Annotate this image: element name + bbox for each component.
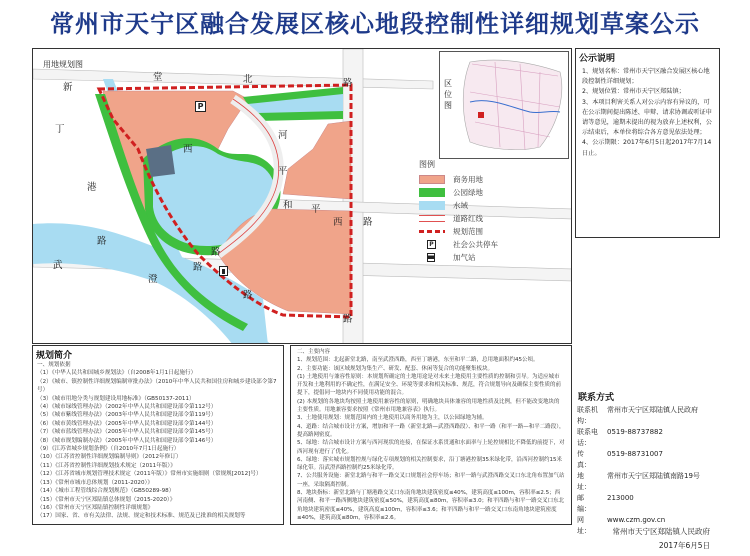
list-item: （12）《江苏省城市规划管理技术规定（2011年版）》常州市实施细则（常规规[2012]号）	[37, 471, 262, 478]
legend-swatch	[419, 188, 445, 197]
road-char: 路	[193, 262, 203, 273]
road-char: 新	[63, 82, 73, 93]
gas-station-icon	[219, 266, 228, 276]
list-item: 7、公共服务设施：新堂北路与和平一路交叉口规划社会停车场；和平一路与武澄西路交叉口东北角布置加气站一座，采取隔离控制。	[297, 473, 565, 488]
notice-header: 公示说明	[579, 54, 616, 64]
road-char: 平	[278, 166, 288, 177]
contact-key: 联系机构：	[577, 406, 598, 425]
contact-row	[577, 471, 718, 493]
list-item: （7）《城市蓝线管理办法》（2005年中华人民共和国建设部令第145号）	[37, 429, 217, 436]
road-char: 河	[278, 130, 288, 141]
list-item: 6、绿地：落实城市规划控规与绿化专项规划的相关控制要求，沿丁塘港控制35米绿化带，沿西河控制约15米绿化带。沿武澄西路控制约25米绿化带。	[297, 456, 562, 472]
list-item: （2）《城市、镇控制性详细规划编制审批办法》（2010年中华人民共和国住房和城乡建设部令第7号）	[37, 378, 277, 394]
contact-rows	[575, 405, 720, 537]
list-item: （15）《常州市天宁区郑陆镇总体规划（2015-2020）》	[37, 496, 176, 503]
contact-value: www.czm.gov.cn	[607, 516, 666, 524]
legend-label: 公园绿地	[453, 188, 483, 197]
list-item: （11）《江苏省控制性详细规划技术规定（2011年版）》	[37, 462, 176, 469]
legend-swatch	[419, 230, 445, 233]
road-char: 堂	[153, 72, 163, 83]
legend-label: 水域	[453, 201, 468, 210]
legend-label: 规划范围	[453, 227, 483, 236]
legend-label: 社会公共停车	[453, 240, 498, 249]
legend-item-parking	[419, 238, 559, 251]
legend-item-water	[419, 199, 559, 212]
list-item: （5）《城市紫线管理办法》（2003年中华人民共和国建设部令第119号）	[37, 412, 217, 419]
road-char: 路	[343, 78, 353, 89]
notice-body	[576, 66, 719, 159]
contact-value: 0519-88737882	[607, 428, 663, 436]
legend-item-gas	[419, 251, 559, 264]
legend-item-boundary	[419, 225, 559, 238]
contact-header: 联系方式	[578, 393, 615, 403]
contact-row	[577, 493, 718, 515]
contact-key: 网 址：	[577, 516, 598, 535]
road-char: 路	[97, 236, 107, 247]
legend-swatch	[419, 201, 445, 210]
main-content-panel	[290, 345, 572, 525]
main-header: 二、主要内容	[297, 349, 331, 355]
notice-item: 2、规划位置：常州市天宁区郑陆镇；	[582, 88, 685, 96]
road-char: 港	[87, 182, 97, 193]
road-char: 武	[53, 260, 63, 271]
list-item: 8、地块指标：新堂北路与丁塘港路交叉口东南角地块建筑密度≤40%，建筑高度≤100m，容积率≤2.5；西河南侧、和平一路西侧地块建筑密度≤50%，建筑高度≤80m，容积率≤3.0；和平四路与和平一路交叉口东北角地块建筑密度≤40%，建筑高度≤100m，容积率≤3.6；和平四路与和平一路交叉口东南角地块建筑密度≤40%，建筑高度≤80m，容积率≤2.6。	[297, 490, 565, 521]
list-item: 4、道路：结合城市设计方案，增加和平一路（新堂北路—武澄西路段）、和平一路（和平一路—和平二路段），提高路网密度。	[297, 423, 565, 438]
road-char: 和	[283, 200, 293, 211]
list-item: （13）《常州市城市总体规划（2011-2020）》	[37, 479, 153, 486]
list-item: （16）《常州市天宁区郑陆镇控制性详细规划》	[37, 504, 154, 511]
legend-item-park	[419, 186, 559, 199]
list-item: （8）《城市规划编制办法》（2005年中华人民共和国建设部令第146号）	[37, 437, 217, 444]
road-char: 路	[243, 290, 253, 301]
legend	[419, 159, 559, 264]
legend-item-road	[419, 212, 559, 225]
contact-row	[577, 405, 718, 427]
intro-panel	[32, 345, 284, 525]
parking-icon: P	[195, 101, 206, 112]
list-item: 3、土地使用规划：规划范围内的土地使用以商务用地为主，以公园绿地为辅。	[297, 415, 488, 422]
parking-icon: P	[427, 240, 436, 249]
road-char: 澄	[148, 274, 158, 285]
road-char: 路	[363, 217, 373, 228]
signature-date: 2017年6月5日	[658, 541, 710, 550]
list-item: 1、规划范围：北起新堂北路，南至武澄西路，西至丁塘港，东至和平二路，总用地面积约45公顷。	[297, 357, 539, 364]
list-item: （10）《江苏省控制性详细规划编制导则》（2012年修订）	[37, 454, 182, 461]
list-item: (1) 土地使用与兼容性原则：本规划所确定的土地用途是对未来土地使用主要性质的控制和引导。为适应城市开发和土地利用的不确定性，在满足安全、环境等要求和相关标准、规范，符合规划导向及确保主要性质的前提下，提倡同一地块内不同使用功能的混合。	[297, 373, 562, 397]
contact-row	[577, 427, 718, 449]
contact-value: 213000	[607, 494, 634, 502]
contact-key: 传 真：	[577, 450, 598, 469]
map-label: 用地规划图	[43, 60, 83, 69]
legend-title: 图例	[419, 160, 435, 169]
notice-item: 1、规划名称：常州市天宁区融合发展区核心地段控制性详细规划；	[582, 68, 710, 86]
road-char: 路	[343, 314, 353, 325]
contact-value: 常州市天宁区郑陆镇人民政府	[607, 406, 698, 414]
list-item: (2) 本规划的各地块均按照土地使用兼容性的原则，明确地块具体兼容的用地性质及比例，但不能改变地块的主要性质。用地兼容要求按照《常州市用地兼容表》执行。	[297, 398, 560, 414]
road-char: 北	[243, 74, 253, 85]
road-char: 西	[333, 217, 343, 228]
list-item: （14）《城市工程管线综合规划规范》（GB50289-98）	[37, 488, 175, 495]
list-item: （9）《江苏省城乡规划条例》（自2010年7月1日起施行）	[37, 446, 180, 453]
road-char: 平	[311, 204, 321, 215]
contact-key: 邮 编：	[577, 494, 598, 513]
contact-key: 联系电话：	[577, 428, 598, 447]
contact-panel	[575, 388, 720, 550]
page-title: 常州市天宁区融合发展区核心地段控制性详细规划草案公示	[50, 10, 700, 38]
location-map-drawing	[440, 52, 569, 159]
list-item: （6）《城市黄线管理办法》（2005年中华人民共和国建设部令第144号）	[37, 420, 217, 427]
road-char: 路	[211, 247, 221, 258]
contact-value: 常州市天宁区郑陆镇南路19号	[607, 472, 700, 480]
list-item: （1）《中华人民共和国城乡规划法》（自2008年1月1日起施行）	[37, 370, 197, 377]
list-item: （4）《城市绿线管理办法》（2002年中华人民共和国建设部令第112号）	[37, 404, 217, 411]
legend-label: 商务用地	[453, 175, 483, 184]
building-dark	[146, 145, 175, 177]
legend-label: 道路红线	[453, 214, 483, 223]
list-item: 5、绿地：结合城市设计方案与西河现状的连接，在保证水系贯通和水面率与上轮控规相比不降低的前提下，对西河现有进行了优化。	[297, 440, 565, 455]
signature-org: 常州市天宁区郑陆镇人民政府	[612, 527, 710, 536]
legend-label: 加气站	[453, 253, 476, 262]
notice-panel	[575, 48, 720, 238]
location-map	[439, 51, 569, 159]
legend-swatch	[419, 215, 445, 222]
road-char: 丁	[55, 124, 65, 135]
notice-item: 3、本项目利害关系人对公示内容有异议的，可在公示期间提出陈述、申辩、请求协调或听证申请等意见，逾期未提出的视为放弃上述权利，公示结束后，本单位将综合各方意见依法处理；	[582, 98, 712, 137]
legend-swatch	[419, 175, 445, 184]
legend-item-commercial	[419, 173, 559, 186]
notice-item: 4、公示期限：2017年6月5日起2017年7月14日止。	[582, 139, 712, 157]
intro-header: 规划简介	[36, 351, 73, 361]
gas-station-icon	[427, 253, 435, 262]
intro-list	[33, 361, 283, 521]
contact-value: 0519-88731007	[607, 450, 663, 458]
contact-row	[577, 449, 718, 471]
list-item: （3）《城市用地分类与规划建设用地标准》（GB50137-2011）	[37, 395, 195, 402]
road-char: 西	[183, 144, 193, 155]
location-map-label: 区位图	[444, 79, 452, 110]
contact-key: 地 址：	[577, 472, 598, 491]
main-list	[291, 346, 571, 522]
land-use-map	[32, 48, 572, 344]
intro-subheader: 一、规划依据	[37, 362, 71, 368]
list-item: 2、主要功能：该区域规划为集生产、研发、配套、休闲等复合的功能聚集板块。	[297, 365, 494, 372]
list-item: （17）国家、省、市有关法律、法规、规定和技术标准、规范及已批准的相关规划等	[37, 513, 246, 520]
